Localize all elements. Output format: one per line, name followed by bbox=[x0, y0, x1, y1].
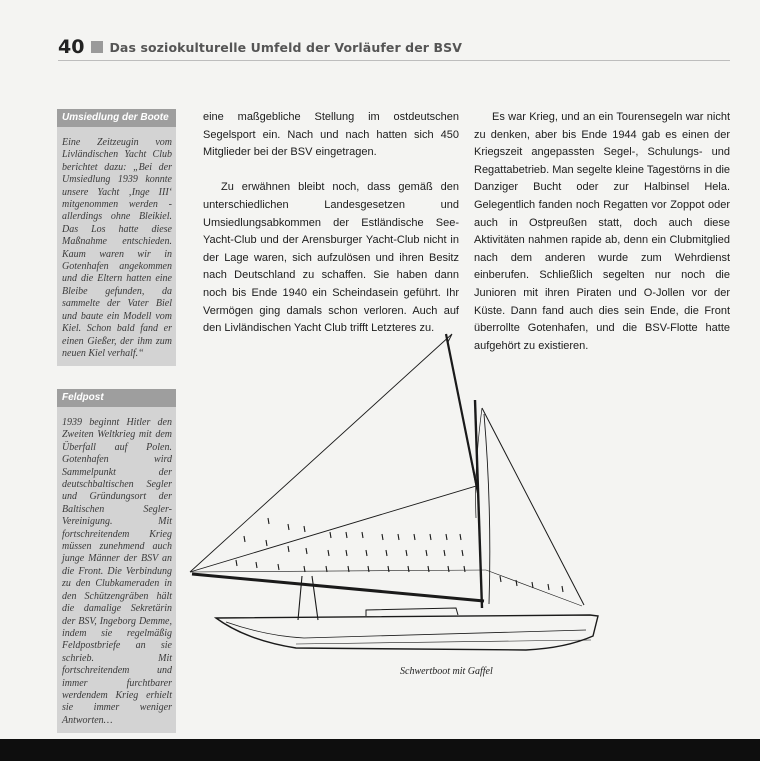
scan-edge bbox=[0, 739, 760, 761]
sailboat-illustration bbox=[186, 318, 606, 658]
header-rule bbox=[58, 60, 730, 61]
chapter-title: Das soziokulturelle Umfeld der Vorläufer der BSV bbox=[109, 39, 463, 55]
sidebar-box-feldpost bbox=[57, 389, 176, 733]
paragraph: Es war Krieg, und an ein Tourensegeln war nicht zu denken, aber bis Ende 1944 gab es einen der Kriegszeit angepassten Segel-, Schulungs- und Regattabetrieb. Man segelte kleine Tagestörns in die Danziger Bucht oder zur Halbinsel Hela. Gelegentlich fanden noch Regatten vor Zoppot oder auch in Ostpreußen statt, doch auch diese Aktivitäten nahmen rapide ab, denn ein Clubmitglied nach dem anderen wurde zum Wehrdienst einberufen. Schließlich segelten nur noch die Junioren mit ihren Piraten und O-Jollen vor der Küste. Dann fand auch dies sein Ende, die Front überrollte Gotenhafen, und die BSV-Flotte hatte aufgehört zu existieren. bbox=[474, 111, 731, 352]
header-square-icon bbox=[91, 41, 103, 53]
figure-caption: Schwertboot mit Gaffel bbox=[400, 666, 493, 677]
sidebar-box-umsiedlung bbox=[57, 109, 176, 366]
page-header bbox=[58, 36, 462, 58]
page-number: 40 bbox=[58, 36, 85, 58]
sidebar-heading: Feldpost bbox=[57, 389, 176, 407]
text-column-middle bbox=[203, 109, 459, 338]
sidebar-text: Eine Zeitzeugin vom Livländischen Yacht Club berichtet dazu: „Bei der Umsiedlung 1939 konnte unsere Yacht ‚Inge III‘ mitgenommen werden - allerdings ohne Bleikiel. Das Los hatte diese Maßnahme entschieden. Kaum waren wir in Gotenhafen angekommen und die Eltern hatten eine Bleibe gefunden, da sammelte der Vater Biel und baute ein Modell vom Kiel. Schon bald fand er einen Gießer, der ihm zum neuen Kiel verhalf.“ bbox=[62, 137, 172, 359]
sidebar-text: 1939 beginnt Hitler den Zweiten Weltkrieg mit dem Überfall auf Polen. Gotenhafen wird Sammelpunkt der deutschbaltischen Segler und Gründungsort der Baltischen Segler-Vereinigung. Mit fortschreitendem Krieg müssen zunehmend auch junge Männer der BSV an die Front. Die Verbindung zu den Clubkameraden in den Schützengräben hält die damalige Sekretärin der BSV, Ingeborg Demme, indem sie regelmäßig Feldpostbriefe an sie schrieb. Mit fortschreitendem und immer furchtbarer werdendem Krieg erhielt sie immer weniger Antworten… bbox=[62, 417, 172, 726]
paragraph: Zu erwähnen bleibt noch, dass gemäß den unterschiedlichen Landesgesetzen und Umsiedlungsabkommen der Estländische See-Yacht-Club und der Arensburger Yacht-Club nicht in der Lage waren, sich aufzulösen und ihren Besitz nach Deutschland zu schaffen. Sie haben dann noch bis Ende 1940 ein Scheindasein geführt. Ihr Vermögen ging damals schon verloren. Auch auf den Livländischen Yacht Club trifft Letzteres zu. bbox=[203, 181, 459, 335]
sidebar-heading: Umsiedlung der Boote bbox=[57, 109, 176, 127]
paragraph: eine maßgebliche Stellung im ostdeutschen Segelsport ein. Nach und nach hatten sich 450 Mitglieder bei der BSV eingetragen. bbox=[203, 111, 459, 159]
